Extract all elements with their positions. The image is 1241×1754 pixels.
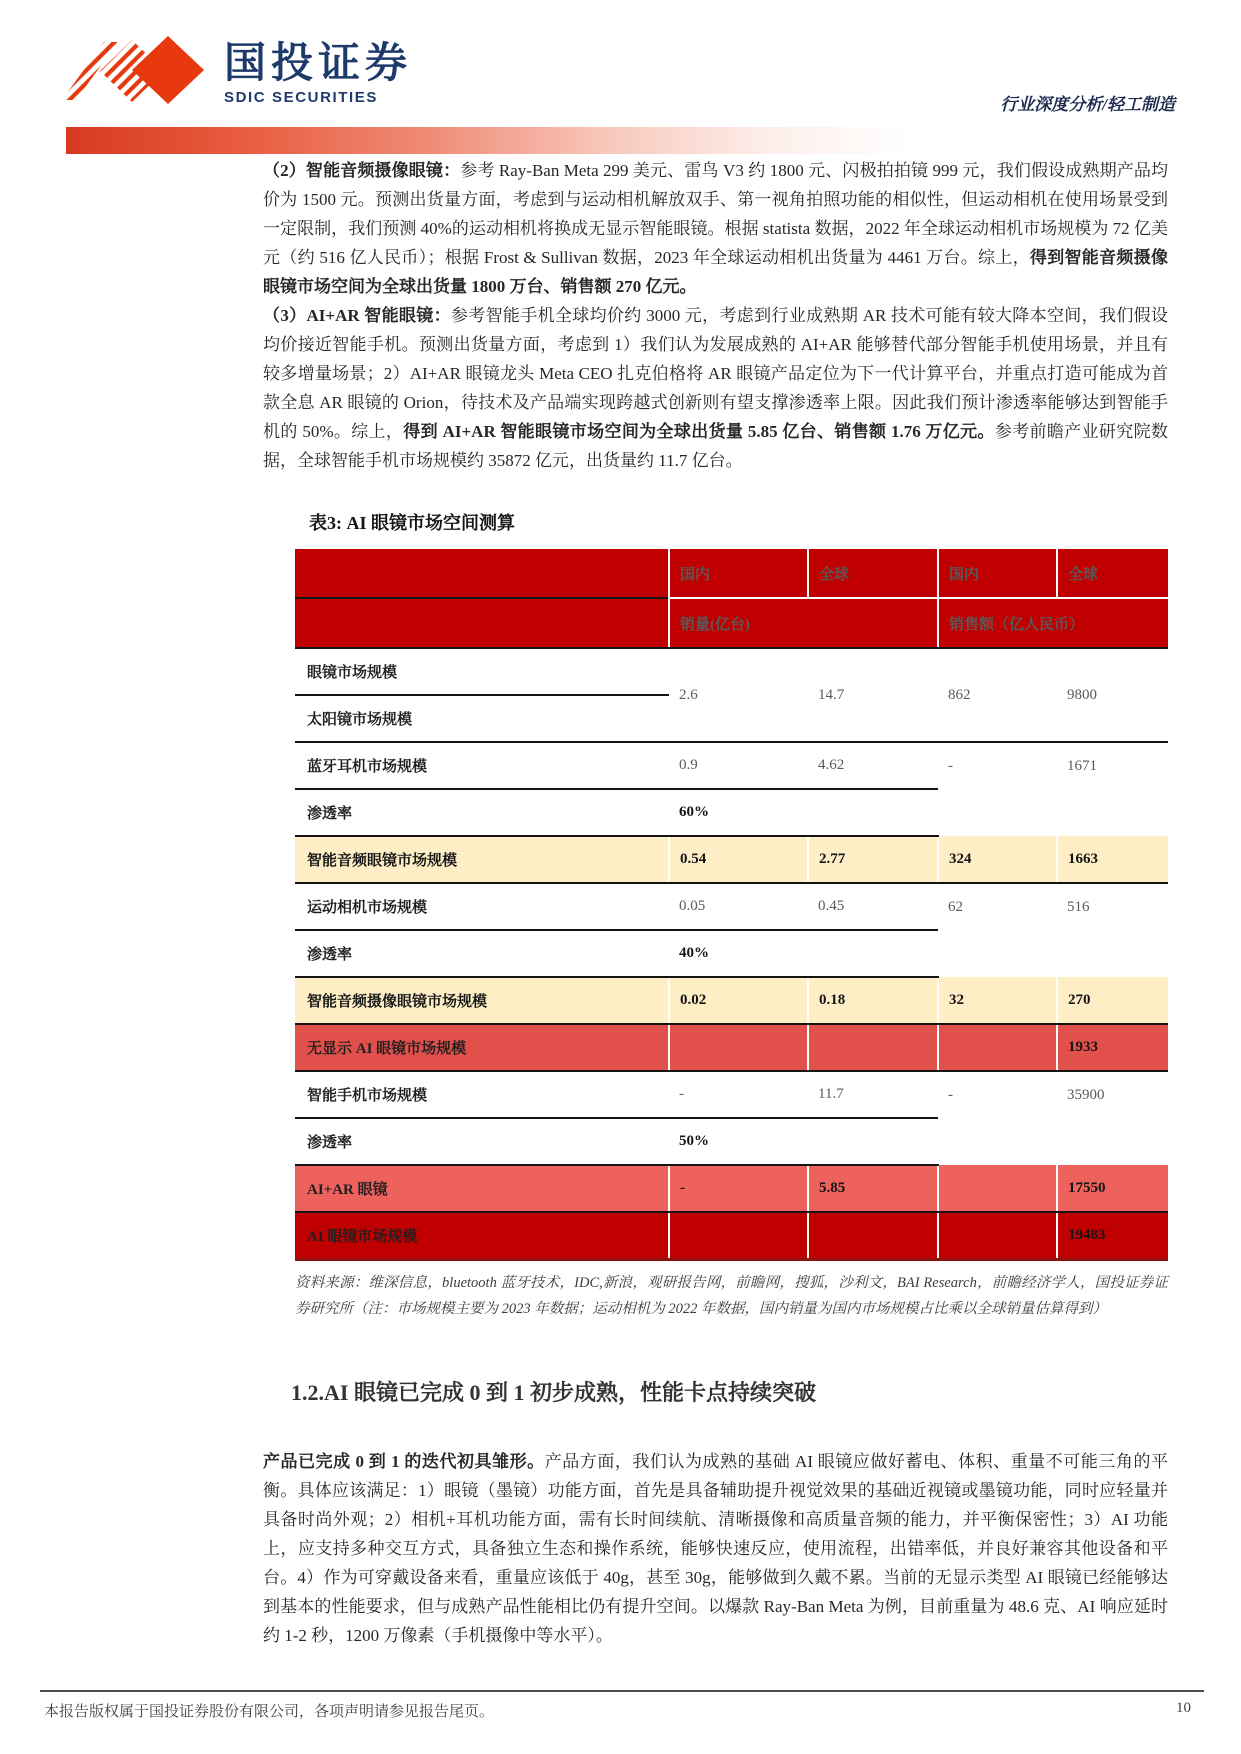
value-cell: 0.45 (808, 883, 938, 930)
table-row (295, 1071, 1168, 1118)
page-number: 10 (1176, 1700, 1191, 1716)
ai-glasses-market-table (295, 549, 1168, 1261)
text-segment: 参考智能手机全球均价约 3000 元，考虑到行业成熟期 AR 技术可能有较大降本空间，我们假设均价接近智能手机。预测出货量方面，考虑到 1）我们认为发展成熟的 AI+AR 能够替代部分智能手机使用场景，并且有较多增量场景；2）AI+AR 眼镜龙头 Meta CEO 扎克伯格将 AR 眼镜产品定位为下一代计算平台，并重点打造可能成为首款全息 AR 眼镜的 Orion，待技术及产品端实现跨越式创新则有望支撑渗透率上限。因此我们预计渗透率能够达到智能手机的 50%。综上， (263, 306, 1168, 441)
value-cell (938, 1024, 1057, 1071)
value-cell: 2.6 (669, 648, 808, 742)
value-cell (669, 1212, 808, 1260)
company-logo (62, 28, 412, 119)
value-cell: 4.62 (808, 742, 938, 789)
value-cell: 0.18 (808, 977, 938, 1024)
value-cell: 9800 (1057, 648, 1168, 742)
table-row (295, 1212, 1168, 1260)
paragraph-ai-ar-glasses (263, 301, 1168, 475)
row-label-cell: 无显示 AI 眼镜市场规模 (295, 1024, 669, 1071)
value-cell (938, 1118, 1057, 1165)
value-cell: 0.9 (669, 742, 808, 789)
table-row (295, 648, 1168, 695)
table-row (295, 742, 1168, 789)
value-cell (808, 1212, 938, 1260)
row-label-cell: 蓝牙耳机市场规模 (295, 742, 669, 789)
table-row (295, 930, 1168, 977)
value-cell: 1933 (1057, 1024, 1168, 1071)
value-cell: 5.85 (808, 1165, 938, 1212)
header-region-cell: 国内 (669, 549, 808, 598)
value-cell (938, 1212, 1057, 1260)
report-category: 行业深度分析/轻工制造 (1000, 95, 1175, 114)
table-title: 表3: AI 眼镜市场空间测算 (309, 513, 515, 533)
value-cell: 1663 (1057, 836, 1168, 883)
value-cell (938, 930, 1057, 977)
value-cell: 35900 (1067, 1086, 1105, 1103)
value-cell: 14.7 (808, 648, 938, 742)
value-cell: 17550 (1057, 1165, 1168, 1212)
text-segment: 产品已完成 0 到 1 的迭代初具雏形。 (263, 1452, 545, 1471)
value-cell (808, 930, 938, 977)
table-header-row (295, 598, 1168, 648)
row-label-cell: 渗透率 (295, 1118, 669, 1165)
row-label-cell: 智能音频眼镜市场规模 (295, 836, 669, 883)
text-segment: 产品方面，我们认为成熟的基础 AI 眼镜应做好蓄电、体积、重量不可能三角的平衡。具体应该满足：1）眼镜（墨镜）功能方面，首先是具备辅助提升视觉效果的基础近视镜或墨镜功能，同时应轻量并具备时尚外观；2）相机+耳机功能方面，需有长时间续航、清晰摄像和高质量音频的能力，并平衡保密性；3）AI 功能上，应支持多种交互方式，具备独立生态和操作系统，能够快速反应，使用流程，出错率低，并良好兼容其他设备和平台。4）作为可穿戴设备来看，重量应该低于 40g，甚至 30g，能够做到久戴不累。当前的无显示类型 AI 眼镜已经能够达到基本的性能要求，但与成熟产品性能相比仍有提升空间。以爆款 Ray-Ban Meta 为例，目前重量为 48.6 克、AI 响应延时约 1-2 秒，1200 万像素（手机摄像中等水平）。 (263, 1452, 1169, 1645)
paragraph-product-iteration (263, 1447, 1168, 1650)
table3-block (295, 509, 1168, 1322)
header-region-cell: 全球 (1057, 549, 1168, 598)
paragraph-smart-audio-camera-glasses (263, 156, 1168, 301)
row-label-cell: 太阳镜市场规模 (295, 695, 669, 742)
value-cell: 32 (938, 977, 1057, 1024)
value-cell: 0.05 (669, 883, 808, 930)
text-segment: 参考 Ray-Ban Meta 299 美元、雷鸟 V3 约 1800 元、闪极拍拍镜 999 元，我们假设成熟期产品均价为 1500 元。预测出货量方面，考虑到与运动相机解放双手、第一视角拍照功能的相似性，但运动相机在使用场景受到一定限制，我们预测 40%的运动相机将换成无显示智能眼镜。根据 statista 数据，2022 年全球运动相机市场规模为 72 亿美元（约 516 亿人民币）；根据 Frost & Sullivan 数据，2023 年全球运动相机出货量为 4461 万台。综上， (263, 161, 1168, 267)
value-cell: 0.02 (669, 977, 808, 1024)
text-segment: 得到智能音频摄像眼镜市场空间为全球出货量 1800 万台、销售额 270 亿元。 (263, 248, 1168, 296)
value-cell: 516 (1067, 898, 1090, 915)
header-region-cell: 国内 (938, 549, 1057, 598)
row-label-cell: 眼镜市场规模 (295, 648, 669, 695)
value-cell (669, 1024, 808, 1071)
page-content (263, 156, 1168, 1650)
value-cell (808, 1118, 938, 1165)
value-cell: 40% (669, 930, 808, 977)
logo-text (224, 41, 412, 105)
text-segment: （2）智能音频摄像眼镜： (263, 161, 461, 180)
value-cell (1057, 1118, 1168, 1165)
section-heading-1-2: 1.2.AI 眼镜已完成 0 到 1 初步成熟，性能卡点持续突破 (291, 1380, 816, 1405)
table-row (295, 883, 1168, 930)
value-cell (938, 789, 1057, 836)
table-row (295, 1165, 1168, 1212)
table-row (295, 977, 1168, 1024)
row-label-cell: AI 眼镜市场规模 (295, 1212, 669, 1260)
value-cell: 862 (938, 648, 1057, 742)
value-cell: - (948, 1086, 953, 1103)
logo-name-en: SDIC SECURITIES (224, 88, 379, 106)
sdic-logo-icon (62, 28, 212, 119)
row-label-cell: 运动相机市场规模 (295, 883, 669, 930)
text-segment: 得到 AI+AR 智能眼镜市场空间为全球出货量 5.85 亿台、销售额 1.76 万亿元。 (403, 422, 995, 441)
header-corner-cell (295, 549, 669, 598)
value-cell: 11.7 (808, 1071, 938, 1118)
value-cell: 1671 (1067, 757, 1097, 774)
header-region-cell: 全球 (808, 549, 938, 598)
header-gradient-bar (66, 127, 1008, 154)
value-cell: 2.77 (808, 836, 938, 883)
header-measure-cell: 销量(亿台) (669, 598, 938, 648)
value-cell: 270 (1057, 977, 1168, 1024)
header-corner-cell (295, 598, 669, 648)
value-cell (1057, 789, 1168, 836)
row-label-cell: 智能音频摄像眼镜市场规模 (295, 977, 669, 1024)
value-cell: 62 (948, 898, 963, 915)
table-row (295, 836, 1168, 883)
table-row (295, 1118, 1168, 1165)
row-label-cell: 渗透率 (295, 930, 669, 977)
value-cell: 19483 (1057, 1212, 1168, 1260)
value-cell: - (669, 1071, 808, 1118)
row-label-cell: 智能手机市场规模 (295, 1071, 669, 1118)
table-row (295, 1024, 1168, 1071)
value-cell (808, 1024, 938, 1071)
value-cell: - (948, 757, 953, 774)
value-cell: - (669, 1165, 808, 1212)
row-label-cell: 渗透率 (295, 789, 669, 836)
header-measure-cell: 销售额（亿人民币） (938, 598, 1168, 648)
table-header-row (295, 549, 1168, 598)
table-row (295, 789, 1168, 836)
value-cell: 50% (669, 1118, 808, 1165)
value-cell: 60% (669, 789, 808, 836)
value-cell (1057, 930, 1168, 977)
footer-copyright: 本报告版权属于国投证券股份有限公司，各项声明请参见报告尾页。 (44, 1704, 495, 1720)
value-cell: 324 (938, 836, 1057, 883)
value-cell (808, 789, 938, 836)
value-cell (938, 1165, 1057, 1212)
table-source-note: 资料来源：维深信息，bluetooth 蓝牙技术，IDC,新浪，观研报告网，前瞻网，搜狐，沙利文，BAI Research，前瞻经济学人，国投证券证券研究所（注：市场规模主要为 2023 年数据；运动相机为 2022 年数据，国内销量为国内市场规模占比乘以全球销量估算得到） (295, 1275, 1168, 1317)
row-label-cell: AI+AR 眼镜 (295, 1165, 669, 1212)
logo-name-cn: 国投证券 (224, 39, 413, 87)
text-segment: 参考前瞻产业研究院数据，全球智能手机市场规模约 35872 亿元，出货量约 11.7 亿台。 (263, 422, 1168, 470)
text-segment: （3）AI+AR 智能眼镜： (263, 306, 451, 325)
footer-divider (40, 1690, 1204, 1692)
value-cell: 0.54 (669, 836, 808, 883)
